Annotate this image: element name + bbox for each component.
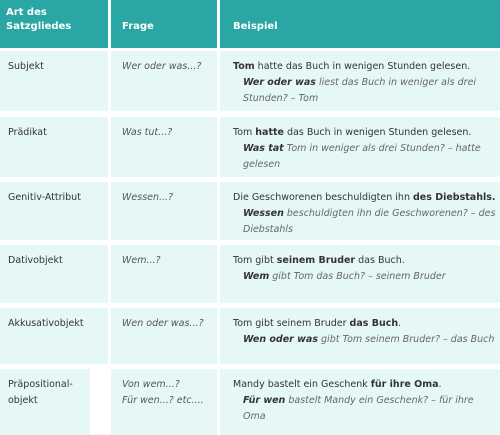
example-question: [233, 393, 496, 425]
example-pre: Tom gibt: [233, 255, 277, 266]
table-row: [0, 369, 500, 435]
example-pre: Mandy bastelt ein Geschenk: [233, 379, 371, 390]
cell-beispiel: [220, 117, 500, 177]
example-highlight: Tom: [233, 61, 255, 72]
cell-beispiel: [220, 51, 500, 111]
example-pre: Die Geschworenen beschuldigten ihn: [233, 192, 413, 203]
cell-frage: [111, 51, 217, 111]
header-frage: Frage: [111, 0, 217, 48]
example-sentence: [233, 377, 496, 393]
cell-beispiel: [220, 308, 500, 364]
table-header: [0, 0, 500, 48]
cell-satzglied: Akkusativobjekt: [0, 308, 108, 364]
cell-satzglied: Subjekt: [0, 51, 108, 111]
example-highlight: für ihre Oma: [370, 379, 439, 390]
table-row: [0, 117, 500, 177]
example-highlight: das Buch: [349, 318, 399, 329]
example-sentence: [233, 190, 496, 206]
frage-line: Wen oder was...?: [122, 318, 204, 329]
example-sentence: [233, 59, 496, 75]
frage-line: Wessen...?: [122, 192, 174, 203]
question-rest: beschuldigten ihn die Geschworenen? – des Diebstahls: [243, 208, 496, 235]
frage-line: Wem...?: [122, 255, 161, 266]
question-rest: bastelt Mandy ein Geschenk? – für ihre Oma: [243, 395, 474, 422]
cell-satzglied: Prädikat: [0, 117, 108, 177]
frage-line: Was tut...?: [122, 127, 173, 138]
example-sentence: [233, 316, 496, 332]
question-rest: gibt Tom das Buch? – seinem Bruder: [269, 271, 446, 282]
example-sentence: [233, 125, 496, 141]
question-highlight: Wem: [243, 271, 270, 282]
frage-line: Für wen...? etc....: [122, 395, 204, 406]
question-rest: gibt Tom seinem Bruder? – das Buch: [318, 334, 495, 345]
example-question: [233, 269, 496, 285]
example-pre: Tom: [233, 127, 256, 138]
header-art-line2: Satzgliedes: [6, 21, 72, 32]
cell-beispiel: [220, 182, 500, 240]
question-highlight: Für wen: [243, 395, 286, 406]
table-row: [0, 182, 500, 240]
example-highlight: seinem Bruder: [276, 255, 356, 266]
question-rest: liest das Buch in weniger als drei Stunden? – Tom: [243, 77, 476, 104]
header-art: [0, 0, 108, 48]
example-question: [233, 206, 496, 238]
cell-frage: [111, 117, 217, 177]
cell-frage: [111, 182, 217, 240]
example-question: [233, 75, 496, 107]
example-highlight: hatte: [255, 127, 284, 138]
question-highlight: Wessen: [243, 208, 284, 219]
example-post: .: [438, 379, 442, 390]
frage-line: Wer oder was...?: [122, 61, 202, 72]
example-post: hatte das Buch in wenigen Stunden gelesen.: [254, 61, 471, 72]
frage-line: Von wem...?: [122, 379, 180, 390]
example-sentence: [233, 253, 496, 269]
cell-beispiel: [220, 245, 500, 303]
question-highlight: Wen oder was: [243, 334, 318, 345]
table-row: [0, 245, 500, 303]
cell-satzglied: Genitiv-Attribut: [0, 182, 108, 240]
header-beispiel: Beispiel: [220, 0, 500, 48]
cell-frage: [111, 245, 217, 303]
table-row: [0, 308, 500, 364]
header-art-line1: Art des: [6, 7, 47, 18]
example-pre: Tom gibt seinem Bruder: [233, 318, 350, 329]
example-post: .: [398, 318, 402, 329]
question-rest: Tom in weniger als drei Stunden? – hatte gelesen: [243, 143, 481, 170]
cell-beispiel: [220, 369, 500, 435]
example-post: das Buch in wenigen Stunden gelesen.: [283, 127, 472, 138]
example-highlight: des Diebstahls.: [413, 192, 496, 203]
example-question: [233, 141, 496, 173]
example-post: das Buch.: [355, 255, 405, 266]
cell-frage: [111, 308, 217, 364]
cell-frage: [111, 369, 217, 435]
cell-satzglied: Dativobjekt: [0, 245, 108, 303]
table-row: [0, 51, 500, 111]
question-highlight: Was tat: [243, 143, 284, 154]
question-highlight: Wer oder was: [243, 77, 316, 88]
example-question: [233, 332, 496, 348]
cell-satzglied: Präpositional-objekt: [0, 369, 90, 435]
